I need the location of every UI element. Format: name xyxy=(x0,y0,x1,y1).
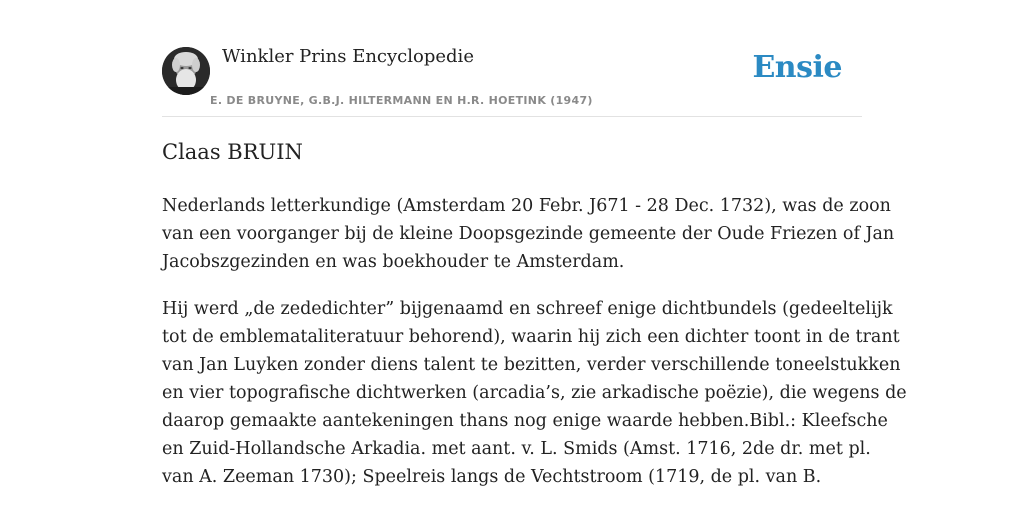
article-title: Claas BRUIN xyxy=(162,140,303,164)
avatar[interactable] xyxy=(162,47,210,95)
authors-line: E. DE BRUYNE, G.B.J. HILTERMANN EN H.R. HOETINK (1947) xyxy=(210,94,593,107)
text-line: Jacobszgezinden en was boekhouder te Amsterdam. xyxy=(162,252,625,272)
text-line: en vier topografische dichtwerken (arcadia’s, zie arkadische poëzie), die wegens de xyxy=(162,383,907,403)
portrait-icon xyxy=(162,47,210,95)
text-line: van A. Zeeman 1730); Speelreis langs de Vechtstroom (1719, de pl. van B. xyxy=(162,467,822,487)
site-title[interactable]: Winkler Prins Encyclopedie xyxy=(222,46,474,67)
text-line: en Zuid-Hollandsche Arkadia. met aant. v. L. Smids (Amst. 1716, 2de dr. met pl. xyxy=(162,439,871,459)
text-line: van Jan Luyken zonder diens talent te bezitten, verder verschillende toneelstukken xyxy=(162,355,901,375)
text-line: Nederlands letterkundige (Amsterdam 20 Febr. J671 - 28 Dec. 1732), was de zoon xyxy=(162,196,891,216)
text-line: van een voorganger bij de kleine Doopsgezinde gemeente der Oude Friezen of Jan xyxy=(162,224,895,244)
paragraph xyxy=(162,192,895,276)
text-line: tot de emblemataliteratuur behorend), waarin hij zich een dichter toont in de trant xyxy=(162,327,900,347)
paragraph xyxy=(162,295,907,491)
text-line: daarop gemaakte aantekeningen thans nog enige waarde hebben.Bibl.: Kleefsche xyxy=(162,411,888,431)
text-line: Hij werd „de zededichter” bijgenaamd en schreef enige dichtbundels (gedeeltelijk xyxy=(162,299,893,319)
site-header xyxy=(162,44,862,117)
article-body xyxy=(162,192,907,510)
brand-logo[interactable]: Ensie xyxy=(752,50,842,85)
